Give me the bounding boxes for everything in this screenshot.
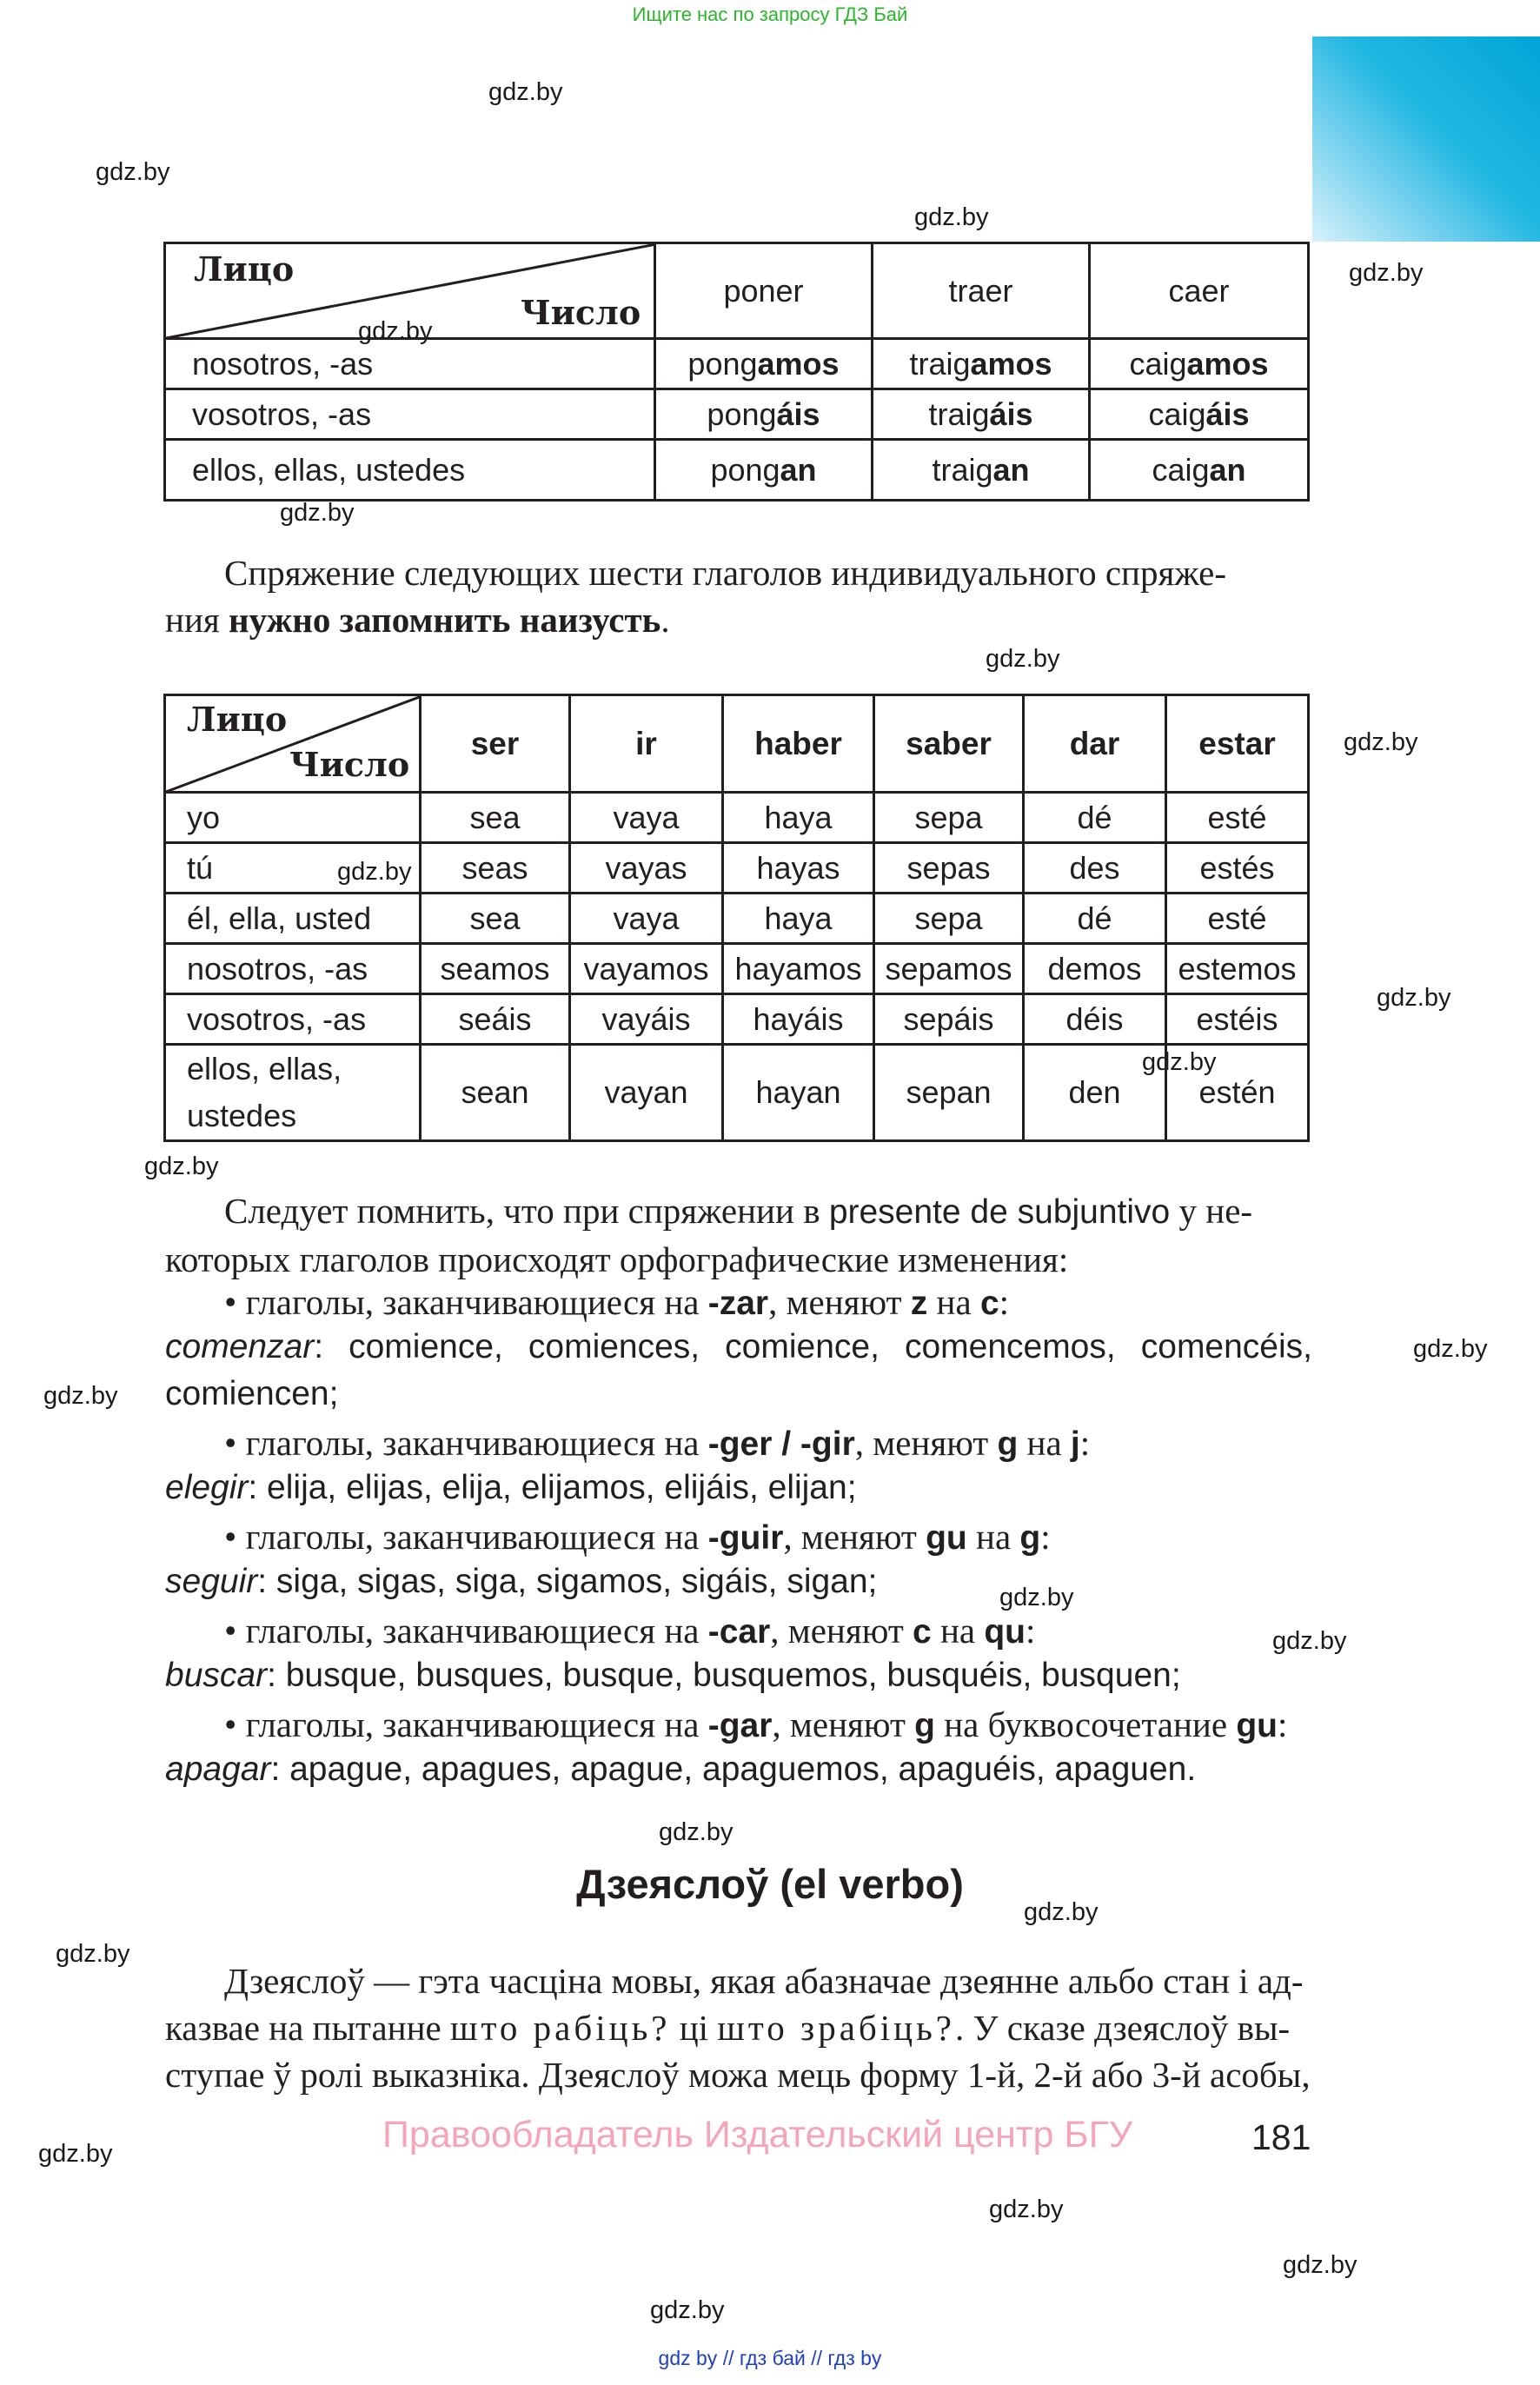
table1-header: caer (1090, 243, 1309, 339)
paragraph-line: Следует помнить, что при спряжении в presente de subjuntivo у не- (224, 1191, 1253, 1231)
watermark: gdz.by (999, 1584, 1074, 1611)
table2-cell: sepa (874, 793, 1024, 843)
watermark: gdz.by (144, 1153, 219, 1180)
bottom-banner: gdz by // гдз бай // гдз by (658, 2347, 882, 2369)
paragraph-line: Спряжение следующих шести глаголов индивидуального спряже- (224, 553, 1226, 593)
table2-cell: hayan (723, 1045, 874, 1141)
table1-cell: caigamos (1090, 339, 1309, 389)
table2-cell: esté (1166, 894, 1309, 944)
table2-cell: sepas (874, 843, 1024, 894)
table2-person: vosotros, -as (165, 994, 421, 1045)
table2-person: nosotros, -as (165, 944, 421, 994)
table2-header: ser (421, 695, 570, 793)
table2-cell: sepa (874, 894, 1024, 944)
table1-cell: traigamos (873, 339, 1090, 389)
conjugation-table-poner-traer-caer (163, 242, 1310, 502)
table2-cell: estén (1166, 1045, 1309, 1141)
table2-cell: estemos (1166, 944, 1309, 994)
table2-cell: des (1024, 843, 1166, 894)
section-heading: Дзеяслоў (el verbo) (576, 1861, 964, 1907)
table2-cell: vaya (570, 793, 723, 843)
table2-cell: demos (1024, 944, 1166, 994)
table2-cell: sean (421, 1045, 570, 1141)
table2-cell: vayan (570, 1045, 723, 1141)
watermark: gdz.by (96, 158, 170, 186)
table2-cell: sepan (874, 1045, 1024, 1141)
table1-cell: traigan (873, 440, 1090, 501)
page-number: 181 (1251, 2117, 1311, 2157)
table2-cell: den (1024, 1045, 1166, 1141)
watermark: gdz.by (659, 1818, 733, 1846)
table2-cell: estéis (1166, 994, 1309, 1045)
watermark: gdz.by (989, 2196, 1064, 2223)
watermark: gdz.by (986, 645, 1060, 673)
table2-cell: seas (421, 843, 570, 894)
table2-cell: esté (1166, 793, 1309, 843)
table2-cell: sepáis (874, 994, 1024, 1045)
table2-cell: sea (421, 894, 570, 944)
watermark: gdz.by (1344, 728, 1418, 756)
rule-gar: • глаголы, заканчивающиеся на -gar, меняют g на буквосочетание gu: (224, 1704, 1288, 1744)
watermark: gdz.by (280, 499, 355, 527)
table2-person: ellos, ellas, ustedes (165, 1045, 421, 1141)
table2-cell: hayamos (723, 944, 874, 994)
watermark: gdz.by (1142, 1048, 1217, 1076)
table2-cell: dé (1024, 793, 1166, 843)
watermark: gdz.by (56, 1940, 130, 1968)
watermark: gdz.by (914, 203, 989, 231)
watermark: gdz.by (1349, 259, 1424, 287)
rule-car: • глаголы, заканчивающиеся на -car, меняют c на qu: (224, 1611, 1036, 1651)
table2-cell: estés (1166, 843, 1309, 894)
corner-label-person: Лицо (187, 700, 288, 739)
table2-cell: vaya (570, 894, 723, 944)
table2-header: dar (1024, 695, 1166, 793)
paragraph-memorize (165, 549, 1312, 643)
table2-cell: vayáis (570, 994, 723, 1045)
table1-person: vosotros, -as (165, 389, 655, 440)
table2-person: él, ella, usted (165, 894, 421, 944)
rule-zar-example-cont: comiencen; (165, 1375, 339, 1412)
table2-header: haber (723, 695, 874, 793)
table2-cell: seamos (421, 944, 570, 994)
top-banner: Ищите нас по запросу ГДЗ Бай (632, 3, 908, 25)
watermark: gdz.by (1272, 1627, 1347, 1655)
table2-header: estar (1166, 695, 1309, 793)
table1-person: ellos, ellas, ustedes (165, 440, 655, 501)
table2-cell: vayamos (570, 944, 723, 994)
corner-gradient-decoration (1312, 37, 1540, 242)
table1-header: traer (873, 243, 1090, 339)
table2-corner-cell (165, 695, 421, 793)
rule-ger-gir: • глаголы, заканчивающиеся на -ger / -gir, меняют g на j: (224, 1423, 1091, 1463)
rule-zar-example: comenzar: comience, comiences, comience, comencemos, comencéis, (165, 1328, 1312, 1365)
rule-car-example: buscar: busque, busques, busque, busquemos, busquéis, busquen; (165, 1657, 1181, 1694)
rule-gar-example: apagar: apague, apagues, apague, apaguemos, apaguéis, apaguen. (165, 1751, 1197, 1788)
paragraph-orthographic-changes (165, 1187, 1312, 1283)
watermark: gdz.by (337, 858, 412, 886)
table1-person: nosotros, -as (165, 339, 655, 389)
watermark: gdz.by (1413, 1335, 1488, 1363)
table1-corner-cell (165, 243, 655, 339)
table2-cell: sea (421, 793, 570, 843)
paragraph-line: казвае на пытанне што рабіць? ці што зрабіць?. У сказе дзеяслоў вы- (165, 2008, 1291, 2048)
table2-cell: hayas (723, 843, 874, 894)
rule-ger-gir-example: elegir: elija, elijas, elija, elijamos, elijáis, elijan; (165, 1469, 857, 1506)
table1-cell: caigan (1090, 440, 1309, 501)
table2-person: tú (165, 843, 421, 894)
table2-person: yo (165, 793, 421, 843)
table2-cell: vayas (570, 843, 723, 894)
table1-cell: pongamos (655, 339, 873, 389)
table1-cell: pongan (655, 440, 873, 501)
table1-cell: pongáis (655, 389, 873, 440)
watermark: gdz.by (358, 317, 433, 345)
table1-header: poner (655, 243, 873, 339)
table1-cell: traigáis (873, 389, 1090, 440)
watermark: gdz.by (650, 2296, 725, 2324)
rule-guir-example: seguir: siga, sigas, siga, sigamos, sigáis, sigan; (165, 1563, 878, 1600)
watermark: gdz.by (1283, 2251, 1357, 2279)
table2-cell: hayáis (723, 994, 874, 1045)
corner-label-person: Лицо (194, 249, 295, 289)
paragraph-line: ния нужно запомнить наизусть. (165, 600, 670, 640)
paragraph-verb-definition (165, 1957, 1312, 2098)
paragraph-line: которых глаголов происходят орфографические изменения: (165, 1239, 1069, 1279)
table2-header: ir (570, 695, 723, 793)
corner-label-number: Число (289, 745, 410, 784)
table2-cell: sepamos (874, 944, 1024, 994)
watermark: gdz.by (488, 78, 563, 106)
watermark: gdz.by (1377, 984, 1451, 1012)
watermark: gdz.by (43, 1382, 118, 1410)
corner-label-number: Число (521, 293, 641, 332)
table2-cell: seáis (421, 994, 570, 1045)
table1-cell: caigáis (1090, 389, 1309, 440)
watermark: gdz.by (1024, 1898, 1099, 1926)
table2-header: saber (874, 695, 1024, 793)
table2-cell: haya (723, 894, 874, 944)
rule-zar: • глаголы, заканчивающиеся на -zar, меняют z на c: (224, 1282, 1010, 1322)
paragraph-line: Дзеяслоў — гэта часціна мовы, якая абазначае дзеянне альбо стан і ад- (224, 1961, 1304, 2001)
paragraph-line: ступае ў ролі выказніка. Дзеяслоў можа мець форму 1-й, 2-й або 3-й асобы, (165, 2055, 1311, 2095)
table2-cell: haya (723, 793, 874, 843)
watermark: gdz.by (38, 2140, 113, 2168)
rule-guir: • глаголы, заканчивающиеся на -guir, меняют gu на g: (224, 1517, 1051, 1557)
copyright-holder: Правообладатель Издательский центр БГУ (382, 2114, 1133, 2156)
table2-cell: dé (1024, 894, 1166, 944)
table2-cell: déis (1024, 994, 1166, 1045)
conjugation-table-irregular-verbs (163, 694, 1310, 1142)
